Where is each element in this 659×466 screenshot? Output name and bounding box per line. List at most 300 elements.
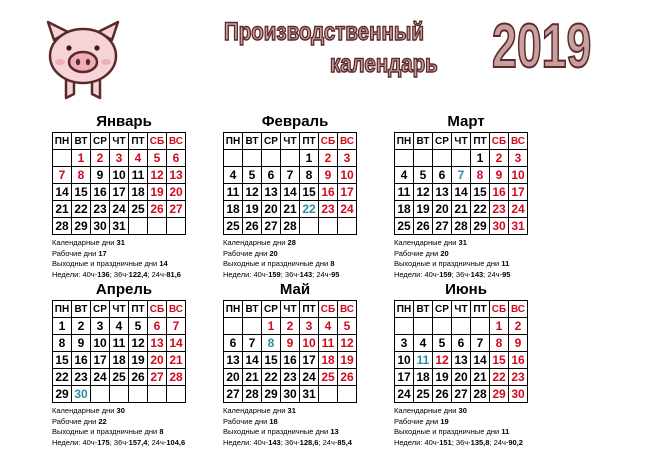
weeks-label: Недели: — [394, 269, 423, 279]
weeks-hours-line: Недели: 40ч-159; 36ч-143; 24ч-95 — [223, 269, 340, 279]
month-block — [44, 280, 202, 448]
calendar-days-label: Календарные дни — [394, 238, 457, 247]
weekday-header: СБ — [148, 301, 167, 318]
empty-day-cell — [433, 318, 452, 335]
calendar-days-line — [52, 238, 202, 249]
day-cell: 29 — [490, 386, 509, 403]
day-cell: 20 — [224, 369, 243, 386]
day-cell: 7 — [243, 335, 262, 352]
day-cell: 22 — [300, 201, 319, 218]
month-block — [386, 112, 544, 280]
weekday-header: ПН — [53, 301, 72, 318]
day-cell: 29 — [471, 218, 490, 235]
working-days-label: Рабочие дни — [394, 248, 439, 258]
empty-day-cell — [471, 318, 490, 335]
week-row — [395, 218, 528, 235]
calendar-days-label: Календарные дни — [52, 406, 115, 415]
weekday-header: ВС — [509, 133, 528, 150]
day-cell: 17 — [509, 184, 528, 201]
h40-value: 143 — [268, 437, 281, 447]
empty-day-cell — [243, 318, 262, 335]
week-row — [395, 201, 528, 218]
calendar-days-label: Календарные дни — [394, 406, 457, 415]
day-cell: 3 — [338, 150, 357, 167]
day-cell: 20 — [433, 201, 452, 218]
month-name: Февраль — [261, 113, 329, 130]
day-cell: 7 — [281, 167, 300, 184]
empty-day-cell — [148, 218, 167, 235]
day-cell: 1 — [490, 318, 509, 335]
day-cell: 17 — [395, 369, 414, 386]
h40-value: 136 — [97, 269, 110, 279]
day-cell: 17 — [338, 184, 357, 201]
week-row — [224, 386, 357, 403]
week-row — [395, 150, 528, 167]
day-cell: 7 — [167, 318, 186, 335]
day-cell: 27 — [224, 386, 243, 403]
weekday-header: СР — [433, 133, 452, 150]
day-cell: 6 — [148, 318, 167, 335]
weekends-line — [52, 259, 202, 270]
day-cell: 28 — [471, 386, 490, 403]
day-cell: 6 — [262, 167, 281, 184]
day-cell: 9 — [319, 167, 338, 184]
working-days-value: 22 — [98, 416, 107, 426]
week-row — [395, 318, 528, 335]
day-cell: 29 — [72, 218, 91, 235]
weekends-label: Выходные и праздничные дни — [223, 427, 329, 436]
h40-label: 40ч- — [253, 269, 269, 279]
h24-label: 24ч- — [316, 269, 332, 279]
working-days-line — [223, 417, 373, 428]
week-row — [395, 352, 528, 369]
calendar-days-line — [394, 238, 544, 249]
month-summary — [223, 406, 373, 448]
day-cell: 3 — [395, 335, 414, 352]
h24-label: 24ч- — [151, 437, 167, 447]
working-days-line — [394, 249, 544, 260]
h40-label: 40ч- — [424, 269, 440, 279]
day-cell: 21 — [281, 201, 300, 218]
day-cell: 10 — [395, 352, 414, 369]
h36-label: 36ч- — [455, 437, 471, 447]
title-line-1: Производственный — [224, 18, 424, 46]
day-cell: 1 — [72, 150, 91, 167]
empty-day-cell — [395, 318, 414, 335]
working-days-value: 20 — [269, 248, 278, 258]
month-summary — [223, 238, 373, 280]
day-cell: 21 — [452, 201, 471, 218]
day-cell: 3 — [110, 150, 129, 167]
day-cell: 12 — [338, 335, 357, 352]
weeks-label: Недели: — [52, 269, 81, 279]
day-cell: 28 — [281, 218, 300, 235]
weekday-header: СР — [433, 301, 452, 318]
pig-logo — [38, 18, 128, 104]
day-cell: 23 — [319, 201, 338, 218]
day-cell: 16 — [91, 184, 110, 201]
day-cell: 6 — [433, 167, 452, 184]
h36-label: 36ч- — [455, 269, 471, 279]
weekends-line — [394, 427, 544, 438]
calendar-days-line — [223, 238, 373, 249]
day-cell: 13 — [433, 184, 452, 201]
day-cell: 12 — [414, 184, 433, 201]
day-cell: 22 — [72, 201, 91, 218]
empty-day-cell — [414, 318, 433, 335]
day-cell: 30 — [490, 218, 509, 235]
week-row — [224, 201, 357, 218]
h24-value: 81,6 — [166, 269, 181, 279]
empty-day-cell — [319, 218, 338, 235]
day-cell: 8 — [72, 167, 91, 184]
day-cell: 19 — [433, 369, 452, 386]
weekends-label: Выходные и праздничные дни — [394, 427, 500, 436]
month-name: Март — [447, 113, 485, 130]
weekday-header: СБ — [148, 133, 167, 150]
day-cell: 23 — [72, 369, 91, 386]
weekday-header: СБ — [490, 301, 509, 318]
day-cell: 4 — [224, 167, 243, 184]
empty-day-cell — [148, 386, 167, 403]
weekends-value: 13 — [330, 427, 339, 436]
empty-day-cell — [91, 386, 110, 403]
week-row — [395, 386, 528, 403]
day-cell: 6 — [452, 335, 471, 352]
week-row — [53, 167, 186, 184]
weekends-line — [52, 427, 202, 438]
day-cell: 28 — [53, 218, 72, 235]
day-cell: 9 — [91, 167, 110, 184]
day-cell: 31 — [110, 218, 129, 235]
day-cell: 27 — [433, 218, 452, 235]
day-cell: 30 — [281, 386, 300, 403]
day-cell: 10 — [509, 167, 528, 184]
day-cell: 1 — [53, 318, 72, 335]
day-cell: 2 — [72, 318, 91, 335]
day-cell: 21 — [243, 369, 262, 386]
day-cell: 7 — [452, 167, 471, 184]
empty-day-cell — [281, 150, 300, 167]
working-days-value: 20 — [440, 248, 449, 258]
month-name: Январь — [96, 113, 152, 130]
weekday-header: СР — [262, 301, 281, 318]
week-row — [395, 167, 528, 184]
day-cell: 12 — [148, 167, 167, 184]
weekday-header: ПН — [395, 133, 414, 150]
weekday-header-row — [53, 133, 186, 150]
h36-label: 36ч- — [284, 269, 300, 279]
day-cell: 19 — [338, 352, 357, 369]
day-cell: 18 — [319, 352, 338, 369]
day-cell: 18 — [110, 352, 129, 369]
day-cell: 24 — [509, 201, 528, 218]
week-row — [224, 318, 357, 335]
day-cell: 21 — [167, 352, 186, 369]
day-cell: 15 — [471, 184, 490, 201]
empty-day-cell — [338, 386, 357, 403]
day-cell: 15 — [262, 352, 281, 369]
day-cell: 27 — [148, 369, 167, 386]
working-days-label: Рабочие дни — [52, 248, 97, 258]
day-cell: 14 — [53, 184, 72, 201]
day-cell: 9 — [490, 167, 509, 184]
h24-value: 85,4 — [337, 437, 352, 447]
day-cell: 24 — [91, 369, 110, 386]
day-cell: 17 — [300, 352, 319, 369]
calendar-days-line — [394, 406, 544, 417]
day-cell: 23 — [91, 201, 110, 218]
month-block — [215, 112, 373, 280]
weekday-header: ПТ — [471, 301, 490, 318]
day-cell: 4 — [319, 318, 338, 335]
day-cell: 5 — [338, 318, 357, 335]
day-cell: 7 — [53, 167, 72, 184]
day-cell: 18 — [414, 369, 433, 386]
empty-day-cell — [452, 318, 471, 335]
day-cell: 4 — [414, 335, 433, 352]
working-days-label: Рабочие дни — [223, 248, 268, 258]
day-cell: 8 — [262, 335, 281, 352]
weeks-hours-line: Недели: 40ч-159; 36ч-143; 24ч-95 — [394, 269, 511, 279]
day-cell: 13 — [148, 335, 167, 352]
week-row — [53, 369, 186, 386]
day-cell: 4 — [395, 167, 414, 184]
day-cell: 3 — [91, 318, 110, 335]
h40-value: 159 — [268, 269, 281, 279]
weekday-header: ЧТ — [110, 133, 129, 150]
empty-day-cell — [338, 218, 357, 235]
day-cell: 13 — [262, 184, 281, 201]
day-cell: 27 — [167, 201, 186, 218]
day-cell: 26 — [433, 386, 452, 403]
empty-day-cell — [414, 150, 433, 167]
day-cell: 20 — [452, 369, 471, 386]
month-summary — [394, 238, 544, 280]
h24-value: 95 — [502, 269, 511, 279]
weeks-label: Недели: — [223, 437, 252, 447]
weekday-header: ВС — [167, 301, 186, 318]
calendar-days-label: Календарные дни — [223, 406, 286, 415]
empty-day-cell — [262, 150, 281, 167]
day-cell: 19 — [148, 184, 167, 201]
day-cell: 8 — [471, 167, 490, 184]
h36-value: 135,8 — [470, 437, 490, 447]
day-cell: 2 — [490, 150, 509, 167]
weekends-label: Выходные и праздничные дни — [52, 259, 158, 268]
weekday-header: СБ — [319, 133, 338, 150]
weekends-line — [223, 427, 373, 438]
day-cell: 15 — [72, 184, 91, 201]
day-cell: 4 — [129, 150, 148, 167]
weekday-header: ВТ — [72, 301, 91, 318]
h24-label: 24ч- — [322, 437, 338, 447]
day-cell: 5 — [433, 335, 452, 352]
weekday-header: ПН — [224, 301, 243, 318]
day-cell: 6 — [224, 335, 243, 352]
weekday-header: ВС — [338, 133, 357, 150]
week-row — [224, 352, 357, 369]
day-cell: 30 — [72, 386, 91, 403]
day-cell: 22 — [471, 201, 490, 218]
day-cell: 16 — [319, 184, 338, 201]
calendar-days-value: 31 — [458, 238, 467, 247]
day-cell: 26 — [129, 369, 148, 386]
weeks-label: Недели: — [394, 437, 423, 447]
weeks-hours-line: Недели: 40ч-151; 36ч-135,8; 24ч-90,2 — [394, 437, 523, 447]
weekday-header: ПН — [224, 133, 243, 150]
week-row — [224, 218, 357, 235]
weekday-header: ПТ — [129, 133, 148, 150]
day-cell: 25 — [395, 218, 414, 235]
day-cell: 2 — [91, 150, 110, 167]
weekday-header: СР — [91, 133, 110, 150]
weekends-value: 11 — [501, 259, 510, 268]
weeks-label: Недели: — [52, 437, 81, 447]
day-cell: 12 — [243, 184, 262, 201]
day-cell: 24 — [300, 369, 319, 386]
empty-day-cell — [167, 218, 186, 235]
day-cell: 28 — [452, 218, 471, 235]
month-block — [215, 280, 373, 448]
day-cell: 15 — [300, 184, 319, 201]
empty-day-cell — [243, 150, 262, 167]
h40-label: 40ч- — [82, 269, 98, 279]
day-cell: 25 — [224, 218, 243, 235]
working-days-line — [394, 417, 544, 428]
working-days-line — [52, 249, 202, 260]
day-cell: 15 — [53, 352, 72, 369]
week-row — [53, 352, 186, 369]
weekends-line — [394, 259, 544, 270]
weekday-header: ПТ — [300, 133, 319, 150]
weekday-header: ВТ — [414, 301, 433, 318]
day-cell: 10 — [300, 335, 319, 352]
week-row — [53, 318, 186, 335]
weekday-header: ВС — [338, 301, 357, 318]
weekday-header: ПН — [53, 133, 72, 150]
week-row — [395, 335, 528, 352]
day-cell: 12 — [433, 352, 452, 369]
day-cell: 2 — [509, 318, 528, 335]
h40-value: 151 — [439, 437, 452, 447]
h24-value: 95 — [331, 269, 340, 279]
day-cell: 11 — [414, 352, 433, 369]
day-cell: 17 — [110, 184, 129, 201]
day-cell: 23 — [509, 369, 528, 386]
weekday-header: ПН — [395, 301, 414, 318]
day-cell: 26 — [148, 201, 167, 218]
day-cell: 25 — [414, 386, 433, 403]
h24-value: 90,2 — [508, 437, 523, 447]
calendar-days-value: 30 — [458, 406, 467, 415]
weekday-header: СР — [91, 301, 110, 318]
day-cell: 25 — [319, 369, 338, 386]
month-calendar-table — [223, 132, 357, 235]
month-calendar-table — [394, 132, 528, 235]
day-cell: 12 — [129, 335, 148, 352]
day-cell: 4 — [110, 318, 129, 335]
day-cell: 3 — [300, 318, 319, 335]
day-cell: 29 — [262, 386, 281, 403]
day-cell: 11 — [319, 335, 338, 352]
weekends-value: 8 — [330, 259, 335, 268]
week-row — [224, 150, 357, 167]
weekday-header: ЧТ — [452, 301, 471, 318]
day-cell: 14 — [243, 352, 262, 369]
h36-value: 143 — [470, 269, 484, 279]
day-cell: 10 — [338, 167, 357, 184]
day-cell: 14 — [471, 352, 490, 369]
week-row — [224, 167, 357, 184]
empty-day-cell — [224, 150, 243, 167]
day-cell: 27 — [452, 386, 471, 403]
title-line-2: календарь — [330, 50, 438, 78]
day-cell: 22 — [53, 369, 72, 386]
month-summary — [394, 406, 544, 448]
day-cell: 16 — [72, 352, 91, 369]
week-row — [395, 184, 528, 201]
day-cell: 1 — [262, 318, 281, 335]
month-name: Май — [279, 281, 311, 298]
h40-value: 175 — [97, 437, 110, 447]
working-days-label: Рабочие дни — [223, 416, 268, 426]
calendar-days-value: 31 — [116, 238, 125, 247]
day-cell: 11 — [224, 184, 243, 201]
day-cell: 23 — [281, 369, 300, 386]
weeks-hours-line: Недели: 40ч-143; 36ч-128,6; 24ч-85,4 — [223, 437, 352, 447]
day-cell: 20 — [167, 184, 186, 201]
calendar-days-label: Календарные дни — [52, 238, 115, 247]
calendar-days-value: 30 — [116, 406, 125, 415]
day-cell: 13 — [224, 352, 243, 369]
day-cell: 19 — [414, 201, 433, 218]
weekday-header: ВС — [167, 133, 186, 150]
day-cell: 5 — [148, 150, 167, 167]
day-cell: 10 — [110, 167, 129, 184]
weekends-label: Выходные и праздничные дни — [394, 259, 500, 268]
week-row — [53, 218, 186, 235]
month-name: Апрель — [95, 281, 153, 298]
weekday-header-row — [395, 133, 528, 150]
day-cell: 30 — [91, 218, 110, 235]
h40-label: 40ч- — [424, 437, 440, 447]
calendar-days-label: Календарные дни — [223, 238, 286, 247]
empty-day-cell — [452, 150, 471, 167]
weeks-hours-line: Недели: 40ч-175; 36ч-157,4; 24ч-104,6 — [52, 437, 186, 447]
day-cell: 26 — [243, 218, 262, 235]
working-days-value: 18 — [269, 416, 278, 426]
weekday-header: ВТ — [72, 133, 91, 150]
day-cell: 14 — [281, 184, 300, 201]
weeks-label: Недели: — [223, 269, 252, 279]
h40-label: 40ч- — [82, 437, 98, 447]
day-cell: 6 — [167, 150, 186, 167]
day-cell: 31 — [509, 218, 528, 235]
weekday-header: ВТ — [414, 133, 433, 150]
day-cell: 8 — [490, 335, 509, 352]
h24-label: 24ч- — [493, 437, 509, 447]
day-cell: 11 — [110, 335, 129, 352]
day-cell: 8 — [300, 167, 319, 184]
day-cell: 31 — [300, 386, 319, 403]
h36-label: 36ч- — [113, 437, 129, 447]
week-row — [224, 335, 357, 352]
h24-label: 24ч- — [151, 269, 167, 279]
weekday-header: СР — [262, 133, 281, 150]
day-cell: 17 — [91, 352, 110, 369]
day-cell: 28 — [243, 386, 262, 403]
